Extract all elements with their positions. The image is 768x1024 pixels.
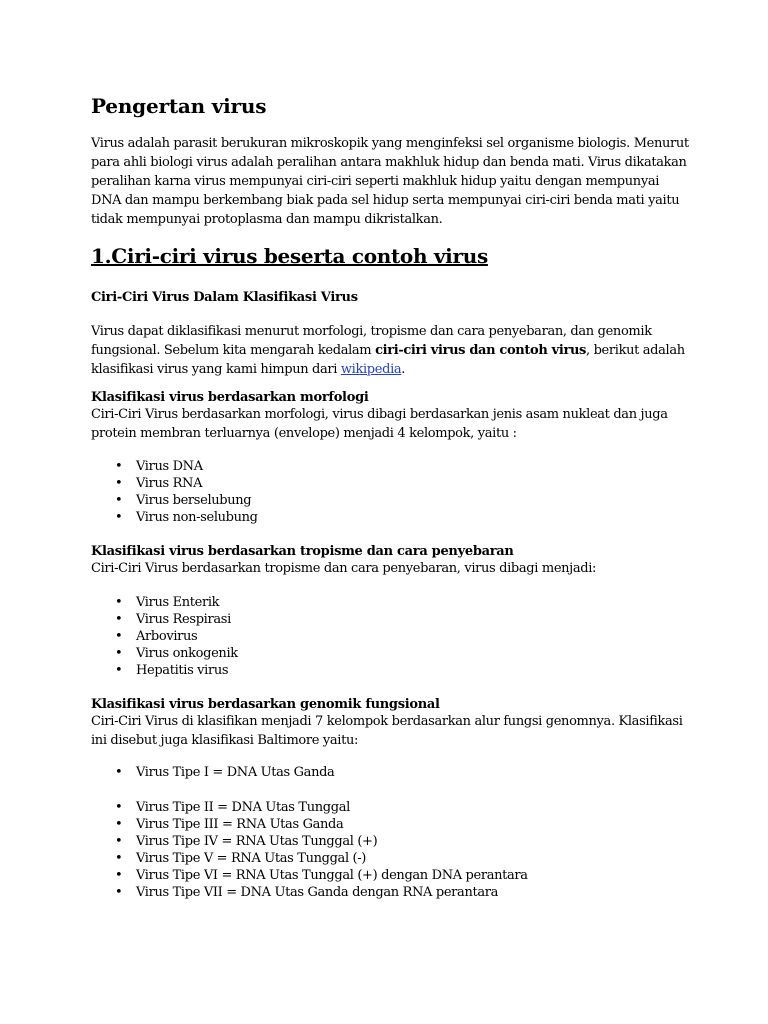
section-heading: 1.Ciri-ciri virus beserta contoh virus <box>91 244 488 268</box>
bullet-icon: • <box>115 800 123 815</box>
list-item: • Virus Tipe VII = DNA Utas Ganda dengan RNA perantara <box>115 885 499 900</box>
genomik-paragraph: Ciri-Ciri Virus di klasifikan menjadi 7 kelompok berdasarkan alur fungsi genomnya. Klasifikasi ini disebut juga klasifikasi Baltimore yaitu: <box>91 714 683 748</box>
list-item: • Virus Tipe I = DNA Utas Ganda <box>115 765 335 780</box>
bullet-icon: • <box>115 868 123 883</box>
genomik-list <box>91 799 528 901</box>
list-item: • Virus berselubung <box>115 493 252 508</box>
list-item: • Virus Tipe II = DNA Utas Tunggal <box>115 800 350 815</box>
tropisme-paragraph: Ciri-Ciri Virus berdasarkan tropisme dan cara penyebaran, virus dibagi menjadi: <box>91 561 597 576</box>
bullet-icon: • <box>115 817 123 832</box>
bullet-icon: • <box>115 476 123 491</box>
list-item: • Virus Tipe VI = RNA Utas Tunggal (+) dengan DNA perantara <box>115 868 528 883</box>
classification-intro-paragraph: Virus dapat diklasifikasi menurut morfologi, tropisme dan cara penyebaran, dan genomik fungsional. Sebelum kita mengarah kedalam ciri-ciri virus dan contoh virus, berikut adalah klasifikasi virus yang kami himpun dari wikipedia. <box>91 324 685 377</box>
tropisme-heading: Klasifikasi virus berdasarkan tropisme dan cara penyebaran <box>91 544 514 559</box>
bullet-icon: • <box>115 595 123 610</box>
morfologi-list <box>91 458 258 526</box>
genomik-first-list <box>91 764 334 781</box>
list-item: • Arbovirus <box>115 629 198 644</box>
page-title: Pengertan virus <box>91 94 267 118</box>
list-item: • Virus non-selubung <box>115 510 258 525</box>
tropisme-list <box>91 594 238 679</box>
list-item: • Hepatitis virus <box>115 663 229 678</box>
subheading: Ciri-Ciri Virus Dalam Klasifikasi Virus <box>91 290 358 305</box>
list-item: • Virus Respirasi <box>115 612 231 627</box>
list-item: • Virus DNA <box>115 459 203 474</box>
bold-phrase: ciri-ciri virus dan contoh virus <box>375 343 587 358</box>
bullet-icon: • <box>115 459 123 474</box>
bullet-icon: • <box>115 663 123 678</box>
list-item: • Virus Tipe IV = RNA Utas Tunggal (+) <box>115 834 378 849</box>
bullet-icon: • <box>115 612 123 627</box>
list-item: • Virus RNA <box>115 476 203 491</box>
morfologi-paragraph: Ciri-Ciri Virus berdasarkan morfologi, virus dibagi berdasarkan jenis asam nukleat dan juga protein membran terluarnya (envelope) menjadi 4 kelompok, yaitu : <box>91 407 668 441</box>
list-item: • Virus Tipe III = RNA Utas Ganda <box>115 817 344 832</box>
wikipedia-link[interactable]: wikipedia <box>340 362 402 377</box>
intro-paragraph: Virus adalah parasit berukuran mikroskopik yang menginfeksi sel organisme biologis. Menurut para ahli biologi virus adalah peralihan antara makhluk hidup dan benda mati. Virus dikatakan peralihan karna virus mempunyai ciri-ciri seperti makhluk hidup yaitu dengan mempunyai DNA dan mampu berkembang biak pada sel hidup serta mempunyai ciri-ciri benda mati yaitu tidak mempunyai protoplasma dan mampu dikristalkan. <box>91 136 689 227</box>
bullet-icon: • <box>115 765 123 780</box>
list-item: • Virus onkogenik <box>115 646 238 661</box>
bullet-icon: • <box>115 851 123 866</box>
bullet-icon: • <box>115 510 123 525</box>
morfologi-heading: Klasifikasi virus berdasarkan morfologi <box>91 390 369 405</box>
bullet-icon: • <box>115 646 123 661</box>
bullet-icon: • <box>115 493 123 508</box>
genomik-heading: Klasifikasi virus berdasarkan genomik fungsional <box>91 697 440 712</box>
bullet-icon: • <box>115 629 123 644</box>
bullet-icon: • <box>115 885 123 900</box>
bullet-icon: • <box>115 834 123 849</box>
list-item: • Virus Enterik <box>115 595 220 610</box>
list-item: • Virus Tipe V = RNA Utas Tunggal (-) <box>115 851 367 866</box>
